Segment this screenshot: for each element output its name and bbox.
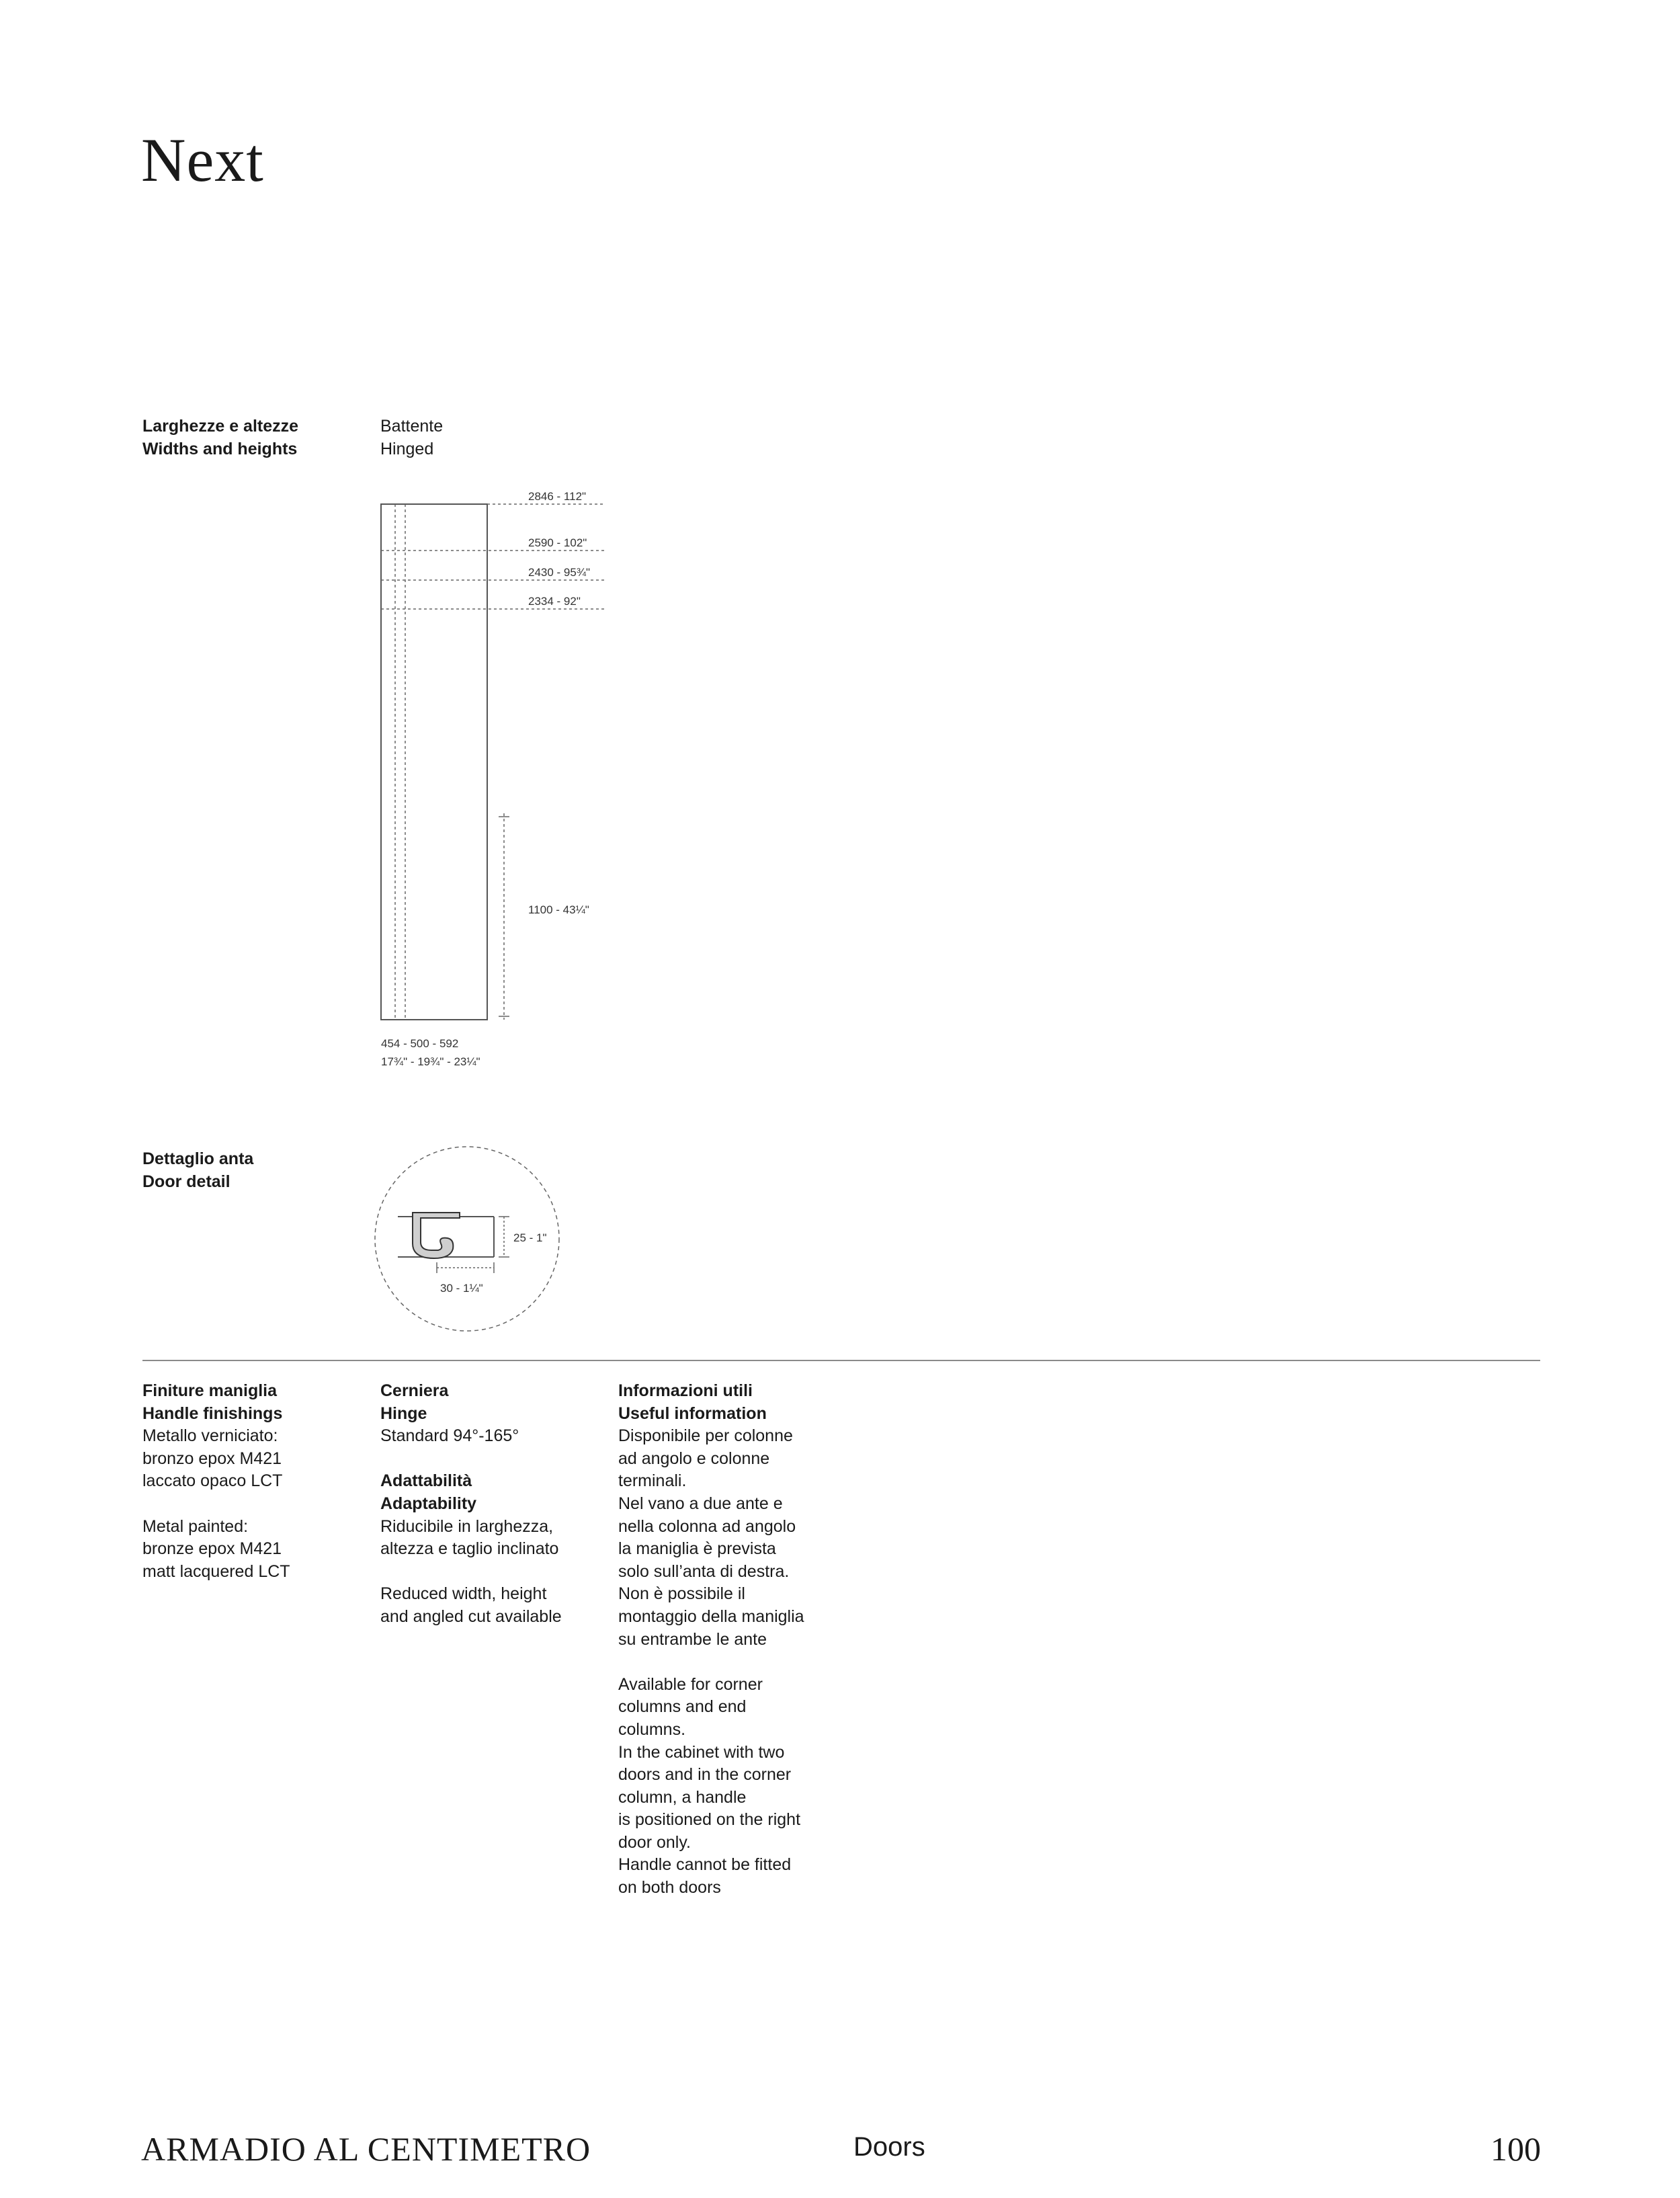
column-line: Riducibile in larghezza,: [380, 1516, 554, 1536]
column-line: nella colonna ad angolo: [618, 1516, 796, 1536]
column-heading-it: Informazioni utili: [618, 1381, 753, 1400]
handle-height-label: 1100 - 43¼": [528, 903, 589, 916]
thickness-label: 25 - 1": [513, 1231, 547, 1244]
column-line: ad angolo e colonne: [618, 1449, 770, 1468]
hinge-column: [380, 1380, 609, 1629]
page-title: Next: [141, 126, 264, 194]
door-detail-drawing: [370, 1143, 571, 1338]
column-line: door only.: [618, 1832, 691, 1852]
column-line: doors and in the corner: [618, 1765, 792, 1785]
sizes-label-en: Widths and heights: [142, 440, 298, 458]
adaptability-heading-en: Adaptability: [380, 1494, 477, 1513]
column-line: Nel vano a due ante e: [618, 1494, 783, 1513]
spacer: [380, 1448, 609, 1471]
column-line: Non è possibile il: [618, 1584, 745, 1604]
column-line: Metal painted:: [142, 1516, 249, 1536]
column-line: altezza e taglio inclinato: [380, 1539, 559, 1559]
column-line: la maniglia è prevista: [618, 1539, 776, 1559]
column-line: column, a handle: [618, 1787, 747, 1807]
detail-label-en: Door detail: [142, 1172, 230, 1191]
column-line: montaggio della maniglia: [618, 1606, 804, 1626]
door-elevation-drawing: [363, 471, 659, 1075]
footer-collection: ARMADIO AL CENTIMETRO: [141, 2130, 591, 2168]
column-line: Standard 94°-165°: [380, 1426, 519, 1446]
height-label-3: 2430 - 95¾": [528, 566, 591, 579]
column-line: solo sull’anta di destra.: [618, 1561, 790, 1581]
column-heading-en: Hinge: [380, 1403, 427, 1423]
detail-label-it: Dettaglio anta: [142, 1149, 254, 1168]
section-divider: [142, 1360, 1540, 1361]
column-line: bronze epox M421: [142, 1539, 282, 1559]
height-label-4: 2334 - 92": [528, 595, 581, 608]
widths-in-label: 17¾" - 19¾" - 23¼": [381, 1055, 480, 1068]
column-line: columns.: [618, 1719, 686, 1739]
column-heading-en: Useful information: [618, 1403, 767, 1423]
door-type-it: Battente: [380, 417, 444, 436]
column-line: bronzo epox M421: [142, 1449, 282, 1468]
column-line: Available for corner: [618, 1674, 763, 1694]
column-line: and angled cut available: [380, 1606, 562, 1626]
handle-finishings-column: [142, 1380, 358, 1583]
column-line: is positioned on the right: [618, 1810, 801, 1830]
spacer: [618, 1651, 860, 1674]
height-label-1: 2846 - 112": [528, 490, 587, 503]
column-line: columns and end: [618, 1697, 747, 1717]
column-line: su entrambe le ante: [618, 1629, 767, 1649]
column-heading-it: Finiture maniglia: [142, 1381, 278, 1400]
door-outline: [381, 504, 487, 1020]
column-line: Disponibile per colonne: [618, 1426, 793, 1446]
column-line: laccato opaco LCT: [142, 1471, 283, 1491]
page-number: 100: [1490, 2130, 1541, 2168]
column-heading-en: Handle finishings: [142, 1403, 283, 1423]
door-type-en: Hinged: [380, 440, 434, 458]
column-line: Reduced width, height: [380, 1584, 547, 1604]
height-label-2: 2590 - 102": [528, 536, 587, 549]
widths-mm-label: 454 - 500 - 592: [381, 1037, 459, 1050]
column-line: terminali.: [618, 1471, 687, 1491]
sizes-label-it: Larghezze e altezze: [142, 417, 299, 436]
column-heading-it: Cerniera: [380, 1381, 449, 1400]
useful-info-column: [618, 1380, 860, 1900]
spacer: [380, 1561, 609, 1584]
column-line: matt lacquered LCT: [142, 1561, 290, 1581]
adaptability-heading-it: Adattabilità: [380, 1471, 472, 1491]
column-line: on both doors: [618, 1878, 721, 1898]
spacer: [142, 1493, 358, 1516]
column-line: Handle cannot be fitted: [618, 1855, 792, 1875]
column-line: In the cabinet with two: [618, 1742, 785, 1762]
depth-label: 30 - 1¼": [440, 1282, 483, 1295]
column-line: Metallo verniciato:: [142, 1426, 278, 1446]
handle-profile: [413, 1213, 460, 1258]
footer-section: Doors: [853, 2132, 925, 2162]
